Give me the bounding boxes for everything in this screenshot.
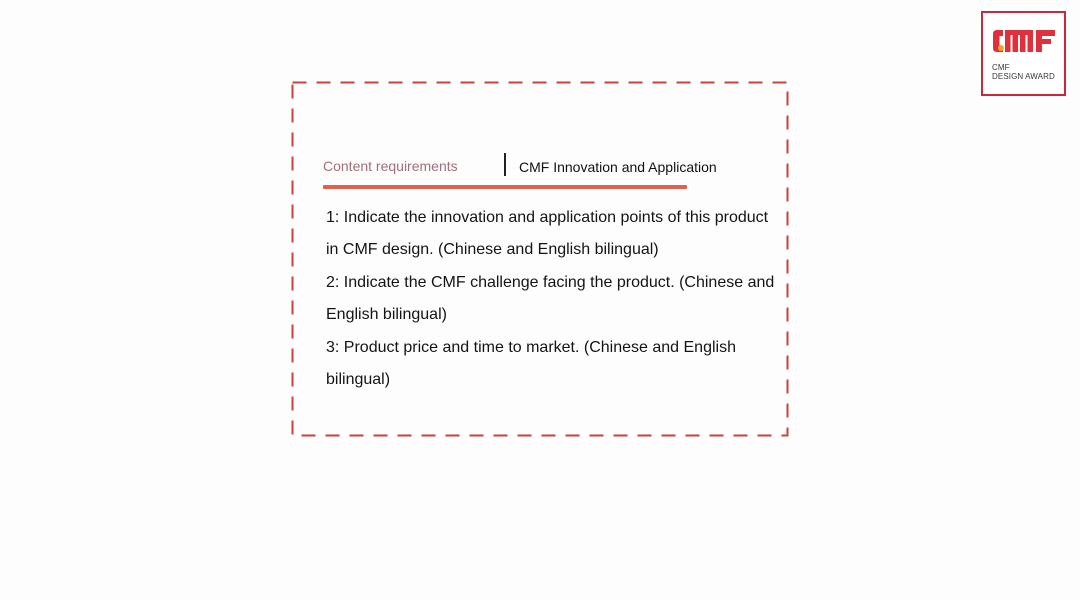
tab-header [323, 153, 717, 193]
logo-caption [992, 63, 1055, 81]
content-frame [291, 81, 789, 437]
cmf-logo-mark [992, 29, 1057, 53]
tab-separator [504, 153, 506, 176]
requirement-item-3: 3: Product price and time to market. (Chinese and English bilingual) [326, 338, 736, 389]
requirement-item-1: 1: Indicate the innovation and application points of this product in CMF design. (Chinese and English bilingual) [326, 209, 769, 259]
logo-line-1: CMF [992, 63, 1010, 72]
tab-underline [323, 185, 687, 189]
tab-content-requirements[interactable]: Content requirements [323, 158, 458, 174]
tab-cmf-innovation[interactable]: CMF Innovation and Application [519, 159, 717, 175]
requirement-item-2: 2: Indicate the CMF challenge facing the product. (Chinese and English bilingual) [326, 273, 775, 324]
logo-line-2: DESIGN AWARD [992, 72, 1055, 81]
requirements-list [326, 202, 776, 396]
cmf-design-award-logo [981, 11, 1066, 96]
